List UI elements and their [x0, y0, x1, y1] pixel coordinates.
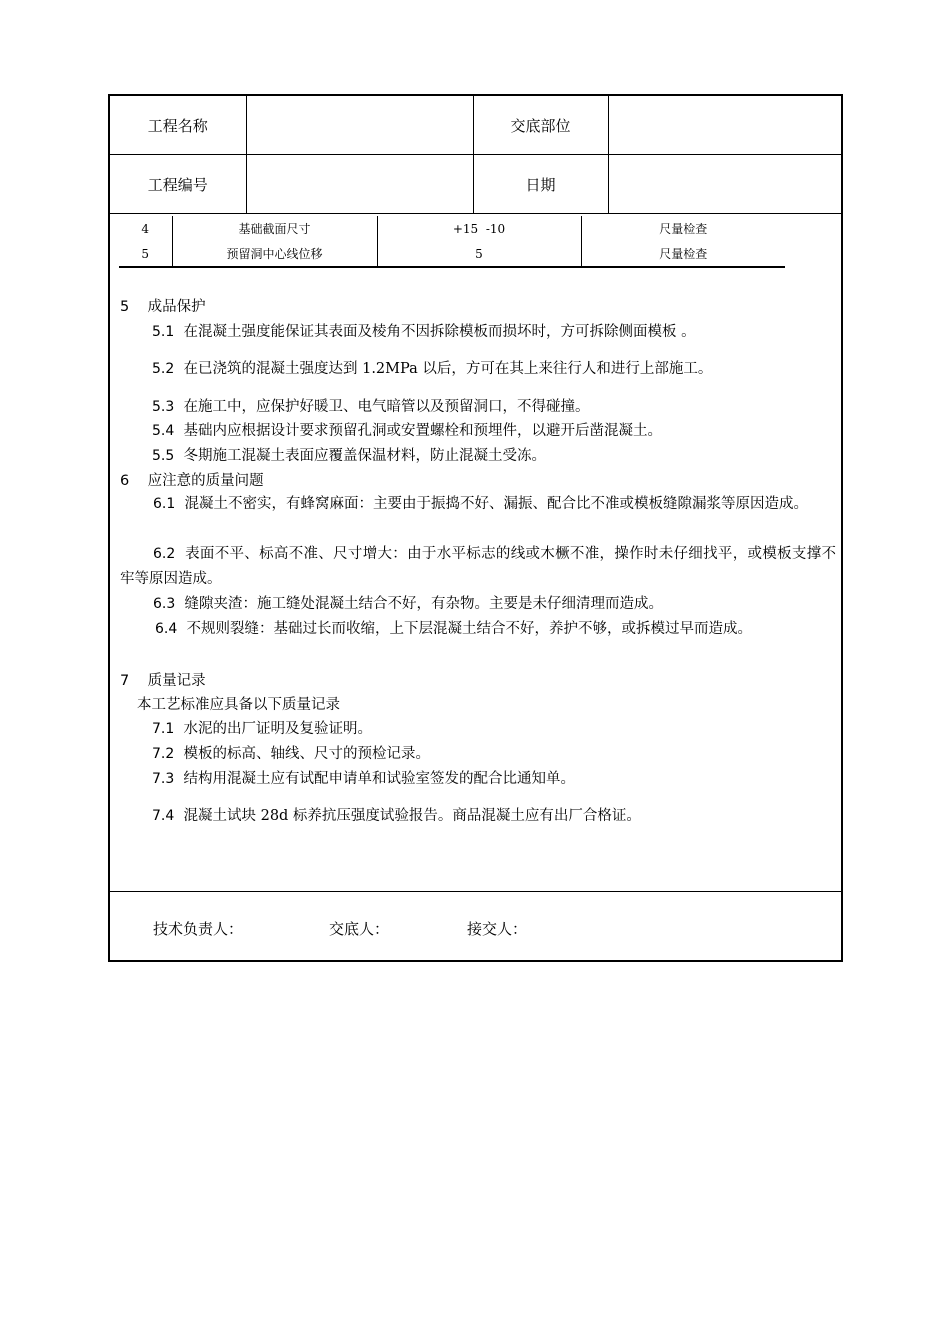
signature-footer: [110, 891, 841, 961]
header-row-1: [110, 96, 841, 155]
check-item: 预留洞中心线位移: [172, 241, 377, 267]
header-table: [110, 96, 841, 214]
item-number: 5.1: [152, 324, 175, 340]
tolerance-value: +15 -10: [377, 216, 581, 241]
list-item: [152, 804, 641, 825]
item-number: 7.4: [152, 808, 175, 824]
item-number: 5.3: [152, 399, 175, 415]
list-item: [152, 767, 575, 788]
item-text: 基础内应根据设计要求预留孔洞或安置螺栓和预埋件，以避开后凿混凝土。: [183, 423, 662, 439]
section-number: 6: [120, 473, 130, 489]
section-title: 应注意的质量问题: [147, 473, 264, 489]
item-number: 6.2: [153, 546, 176, 562]
handover-part-label: 交底部位: [473, 96, 608, 155]
item-text: 缝隙夹渣：施工缝处混凝土结合不好，有杂物。主要是未仔细清理而造成。: [184, 596, 663, 612]
item-text: 模板的标高、轴线、尺寸的预检记录。: [183, 746, 430, 762]
row-number: 5: [119, 241, 172, 267]
list-item: [152, 419, 662, 440]
item-number: 7.3: [152, 771, 175, 787]
item-text: 水泥的出厂证明及复验证明。: [183, 721, 372, 737]
item-number: 7.2: [152, 746, 175, 762]
item-text: 结构用混凝土应有试配申请单和试验室签发的配合比通知单。: [183, 771, 575, 787]
list-item: [152, 444, 546, 465]
item-text: 在已浇筑的混凝土强度达到 1.2MPa 以后，方可在其上来往行人和进行上部施工。: [183, 361, 713, 377]
check-item: 基础截面尺寸: [172, 216, 377, 241]
item-number: 5.5: [152, 448, 175, 464]
table-row: [119, 241, 785, 267]
header-row-2: [110, 155, 841, 214]
item-number: 6.1: [153, 496, 176, 512]
item-number: 5.2: [152, 361, 175, 377]
project-no-label: 工程编号: [110, 155, 246, 214]
item-number: 6.4: [155, 621, 178, 637]
tolerance-value: 5: [377, 241, 581, 267]
item-text: 在混凝土强度能保证其表面及棱角不因拆除模板而损坏时，方可拆除侧面模板 。: [183, 324, 696, 340]
handover-part-value: [608, 96, 841, 155]
check-method: 尺量检查: [581, 216, 785, 241]
section-title: 成品保护: [147, 299, 206, 315]
section-6-heading: [120, 469, 264, 490]
item-text: 表面不平、标高不准、尺寸增大：由于水平标志的线或木橛不准，操作时未仔细找平，或模板支撑不牢等原因造成。: [120, 546, 837, 587]
project-no-value: [246, 155, 473, 214]
item-text: 冬期施工混凝土表面应覆盖保温材料，防止混凝土受冻。: [183, 448, 546, 464]
document-frame: [108, 94, 843, 962]
item-number: 5.4: [152, 423, 175, 439]
section-7-heading: [120, 669, 206, 690]
discloser-label: 交底人：: [329, 920, 390, 938]
date-value: [608, 155, 841, 214]
list-item: [153, 592, 663, 613]
item-number: 6.3: [153, 596, 176, 612]
table-row: [119, 216, 785, 241]
inspection-table: [119, 216, 785, 268]
list-item: [152, 320, 696, 341]
item-text: 混凝土不密实，有蜂窝麻面：主要由于振捣不好、漏振、配合比不准或模板缝隙漏浆等原因造成。: [184, 496, 808, 512]
row-number: 4: [119, 216, 172, 241]
item-text: 不规则裂缝：基础过长而收缩，上下层混凝土结合不好，养护不够，或拆模过早而造成。: [186, 621, 752, 637]
list-item: [152, 717, 372, 738]
list-item: [152, 742, 430, 763]
list-item: [152, 395, 589, 416]
date-label: 日期: [473, 155, 608, 214]
list-item: [120, 617, 836, 642]
project-name-label: 工程名称: [110, 96, 246, 155]
section-5-heading: [120, 295, 206, 316]
item-text: 混凝土试块 28d 标养抗压强度试验报告。商品混凝土应有出厂合格证。: [183, 808, 641, 824]
list-item: [152, 357, 712, 378]
project-name-value: [246, 96, 473, 155]
section-number: 5: [120, 299, 130, 315]
tech-lead-label: 技术负责人：: [153, 920, 244, 938]
item-number: 7.1: [152, 721, 175, 737]
section-title: 质量记录: [147, 673, 206, 689]
item-text: 在施工中，应保护好暖卫、电气暗管以及预留洞口，不得碰撞。: [183, 399, 590, 415]
receiver-label: 接交人：: [467, 920, 528, 938]
list-item: [120, 492, 836, 517]
section-number: 7: [120, 673, 130, 689]
list-item: [120, 542, 836, 592]
check-method: 尺量检查: [581, 241, 785, 267]
section-7-intro: 本工艺标准应具备以下质量记录: [137, 697, 340, 713]
